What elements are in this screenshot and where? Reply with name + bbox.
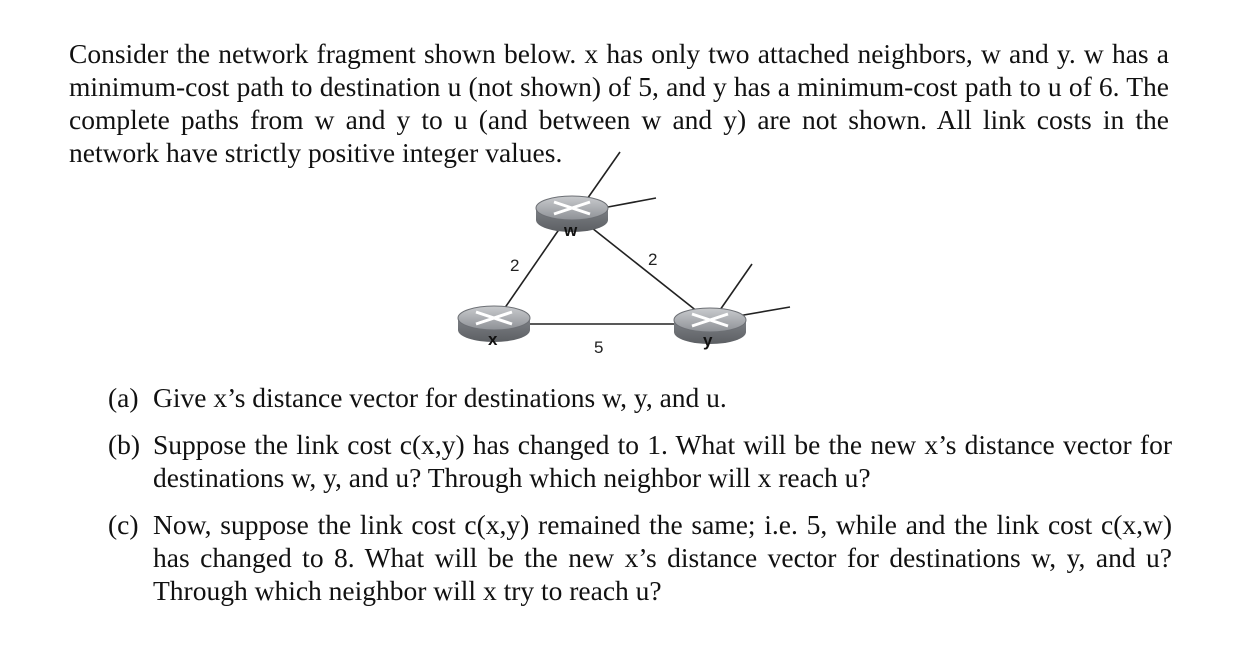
question-c-text: Now, suppose the link cost c(x,y) remained the same; i.e. 5, while and the link cost c(x,w) has changed to 8. What will be the new x’s distance vector for destinations w, y, and u? Through which neighbor will x try to reach u?: [153, 509, 1172, 606]
link-w-stub-right: [608, 198, 656, 207]
link-y-stub-up: [720, 264, 752, 310]
edge-x-y-cost: 5: [594, 338, 604, 357]
node-x-label: x: [488, 330, 498, 349]
link-w-y: [592, 228, 698, 312]
node-y-label: y: [703, 331, 713, 350]
node-w-label: w: [564, 221, 578, 240]
edge-w-y-cost: 2: [648, 250, 658, 269]
question-a-text: Give x’s distance vector for destinations w, y, and u.: [153, 382, 727, 413]
router-w-icon: [536, 196, 608, 240]
network-diagram: [440, 140, 800, 365]
problem-statement: Consider the network fragment shown below. x has only two attached neighbors, w and y. w has a minimum-cost path to destination u (not shown) of 5, and y has a minimum-cost path to u of 6. The complete paths from w and y to u (and between w and y) are not shown. All link costs in the network have strictly positive integer values.: [69, 37, 1169, 168]
router-x-icon: [458, 306, 530, 349]
question-c: [108, 508, 1172, 607]
network-diagram-svg: [440, 140, 800, 365]
question-a-tag: (a): [108, 382, 139, 413]
link-w-stub-up: [585, 152, 620, 202]
question-c-tag: (c): [108, 509, 139, 540]
question-a: [108, 381, 1172, 414]
router-y-icon: [674, 308, 746, 350]
link-y-stub-right: [738, 307, 790, 316]
question-b-tag: (b): [108, 429, 141, 460]
edge-w-x-cost: 2: [510, 256, 520, 275]
question-b-text: Suppose the link cost c(x,y) has changed to 1. What will be the new x’s distance vector for destinations w, y, and u? Through which neighbor will x reach u?: [153, 429, 1172, 493]
question-b: [108, 428, 1172, 494]
